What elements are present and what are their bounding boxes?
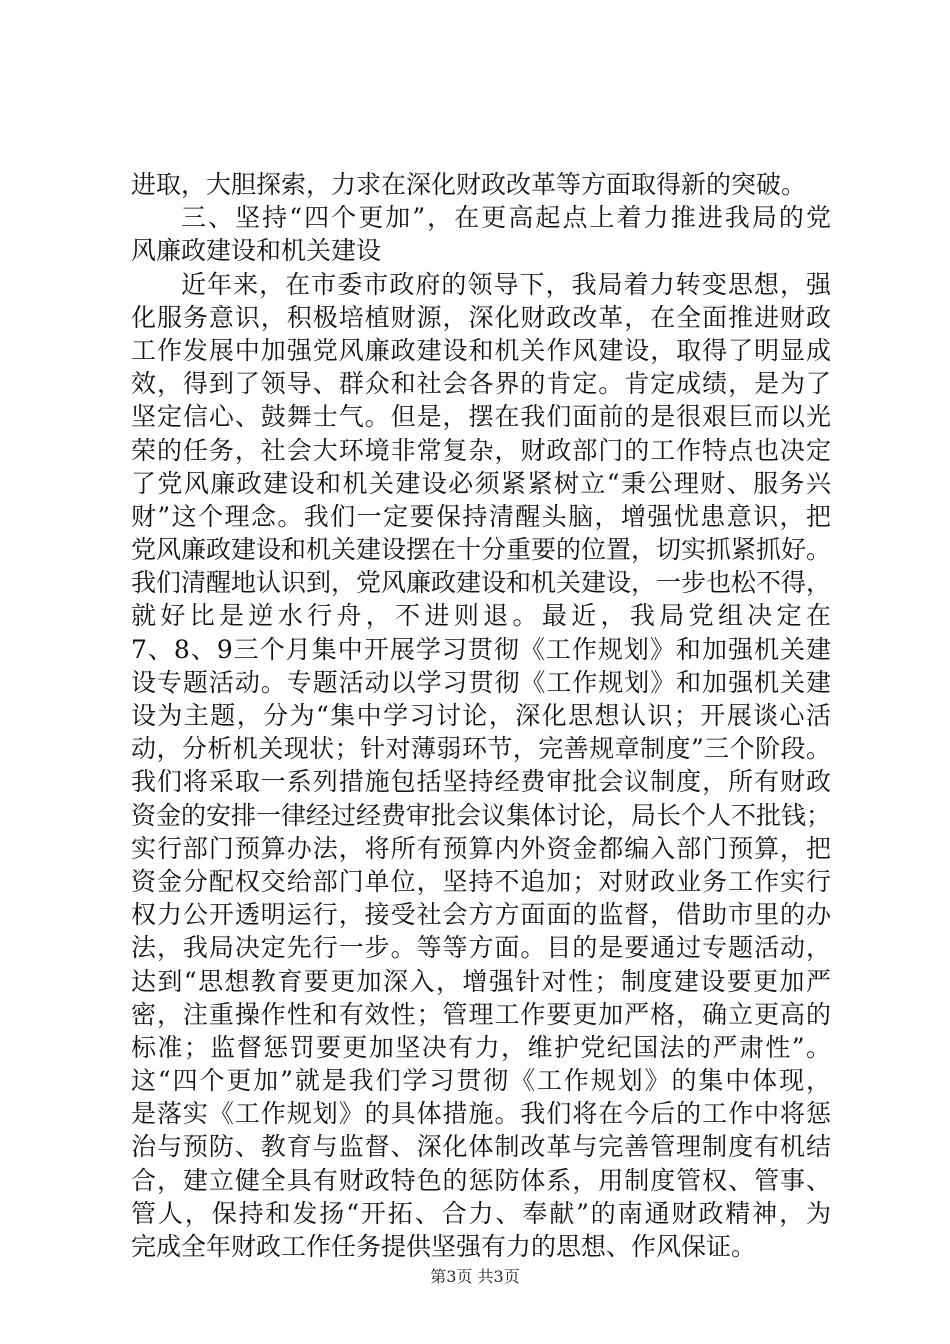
- text-line: 权力公开透明运行，接受社会方方面面的监督，借助市里的办: [131, 900, 831, 930]
- text-line: 财”这个理念。我们一定要保持清醒头脑，增强忧患意识，把: [131, 501, 831, 531]
- text-line: 坚定信心、鼓舞士气。但是，摆在我们面前的是很艰巨而以光: [131, 402, 831, 432]
- text-line: 了党风廉政建设和机关建设必须紧紧树立“秉公理财、服务兴: [131, 468, 831, 498]
- page-footer: 第3页 共3页: [430, 1267, 520, 1286]
- text-line: 效，得到了领导、群众和社会各界的肯定。肯定成绩，是为了: [131, 369, 831, 399]
- text-line: 标准；监督惩罚要更加坚决有力，维护党纪国法的严肃性”。: [131, 1032, 831, 1062]
- text-line: 荣的任务，社会大环境非常复杂，财政部门的工作特点也决定: [131, 435, 831, 465]
- text-line: 管人，保持和发扬“开拓、合力、奉献”的南通财政精神，为: [131, 1198, 831, 1228]
- text-line: 近年来，在市委市政府的领导下，我局着力转变思想，强: [181, 269, 831, 299]
- text-line: 完成全年财政工作任务提供坚强有力的思想、作风保证。: [131, 1232, 757, 1261]
- text-line: 设为主题，分为“集中学习讨论，深化思想认识；开展谈心活: [131, 701, 831, 730]
- text-line: 设专题活动。专题活动以学习贯彻《工作规划》和加强机关建: [131, 667, 831, 697]
- text-line: 达到“思想教育要更加深入，增强针对性；制度建设要更加严: [131, 966, 831, 996]
- text-line: 党风廉政建设和机关建设摆在十分重要的位置，切实抓紧抓好。: [131, 535, 832, 565]
- text-line: 就好比是逆水行舟，不进则退。最近，我局党组决定在: [131, 601, 831, 631]
- text-line: 资金的安排一律经过经费审批会议集体讨论，局长个人不批钱；: [131, 800, 832, 830]
- text-line: 实行部门预算办法，将所有预算内外资金都编入部门预算，把: [131, 833, 831, 863]
- text-line: 7、8、9三个月集中开展学习贯彻《工作规划》和加强机关建: [131, 634, 831, 664]
- section-heading-line: 三、坚持“四个更加”，在更高起点上着力推进我局的党: [181, 203, 831, 233]
- text-line: 我们清醒地认识到，党风廉政建设和机关建设，一步也松不得，: [131, 568, 832, 598]
- text-line: 密，注重操作性和有效性；管理工作要更加严格，确立更高的: [131, 999, 831, 1029]
- text-line: 动，分析机关现状；针对薄弱环节，完善规章制度”三个阶段。: [131, 734, 831, 764]
- text-line: 资金分配权交给部门单位，坚持不追加；对财政业务工作实行: [131, 866, 831, 896]
- text-line: 我们将采取一系列措施包括坚持经费审批会议制度，所有财政: [131, 767, 831, 797]
- text-line: 进取，大胆探索，力求在深化财政改革等方面取得新的突破。: [131, 170, 807, 199]
- text-line: 工作发展中加强党风廉政建设和机关作风建设，取得了明显成: [131, 335, 831, 365]
- text-line: 这“四个更加”就是我们学习贯彻《工作规划》的集中体现，: [131, 1066, 831, 1096]
- text-line: 是落实《工作规划》的具体措施。我们将在今后的工作中将惩: [131, 1099, 831, 1129]
- body-text: [131, 168, 831, 1263]
- text-line: 合，建立健全具有财政特色的惩防体系，用制度管权、管事、: [131, 1165, 831, 1195]
- section-heading-line: 风廉政建设和机关建设: [131, 236, 382, 266]
- text-line: 治与预防、教育与监督、深化体制改革与完善管理制度有机结: [131, 1132, 831, 1162]
- text-line: 法，我局决定先行一步。等等方面。目的是要通过专题活动，: [131, 933, 831, 963]
- text-line: 化服务意识，积极培植财源，深化财政改革，在全面推进财政: [131, 302, 831, 332]
